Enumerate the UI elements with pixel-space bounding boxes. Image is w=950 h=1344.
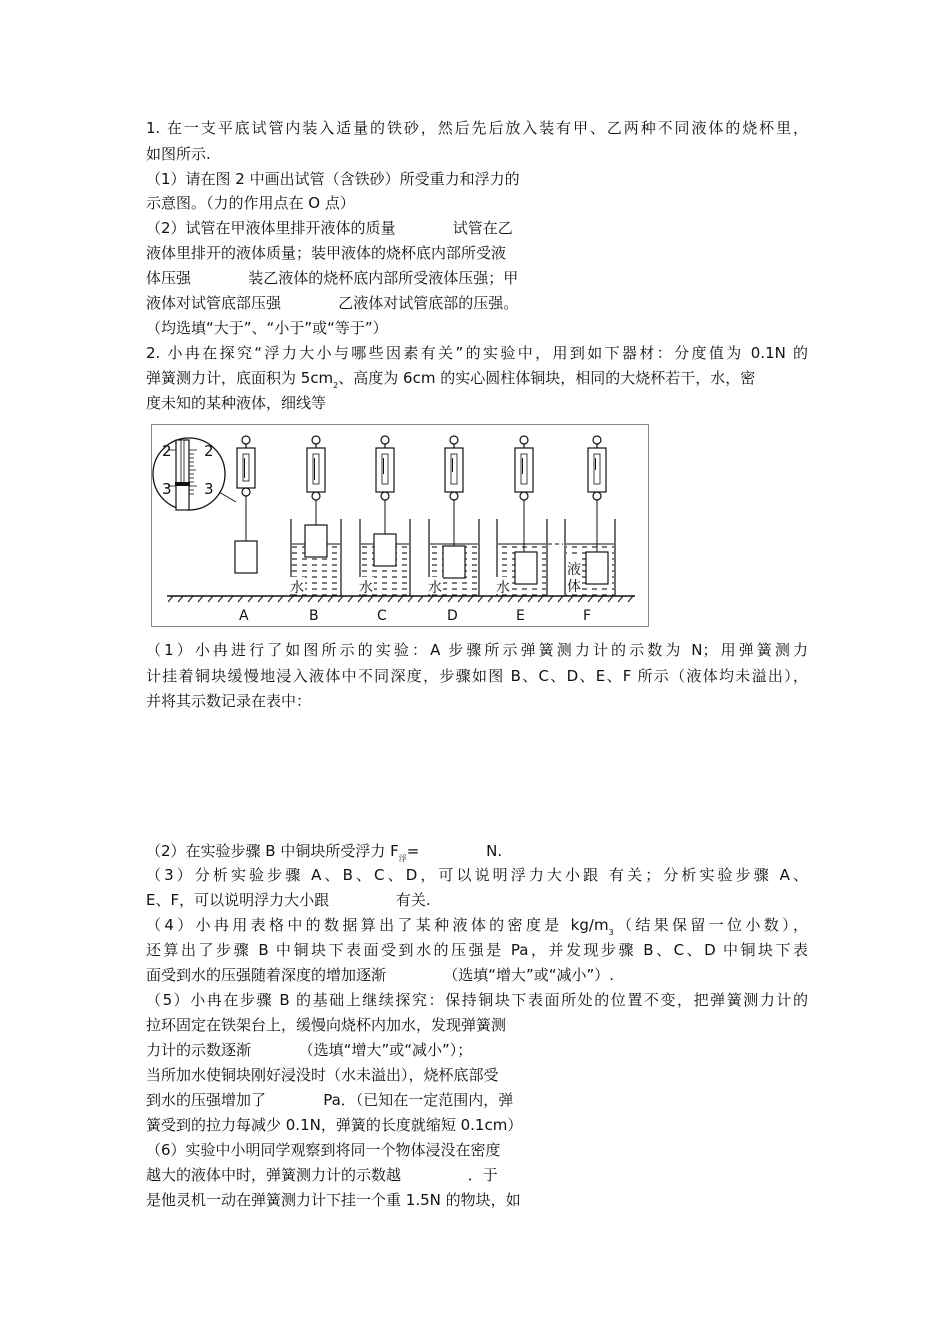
q2-part5-line3: 力计的示数逐渐 （选填“增大”或“减小”）； xyxy=(146,1041,473,1059)
liquid-label-f-top: 液 xyxy=(567,562,581,578)
label-c: C xyxy=(377,608,387,624)
scale-bottom-left: 3 xyxy=(162,480,172,498)
q1-part2-line5: （均选填“大于”、“小于”或“等于”） xyxy=(146,319,388,337)
liquid-label-f-bottom: 体 xyxy=(567,579,581,595)
q2-part5-line1: （5）小冉在步骤 B 的基础上继续探究：保持铜块下表面所处的位置不变，把弹簧测力计的 xyxy=(146,991,808,1009)
scale-top-left: 2 xyxy=(162,442,172,460)
q2-part4-line3: 面受到水的压强随着深度的增加逐渐 （选填“增大”或“减小”）. xyxy=(146,966,615,984)
q2-part3-line2: E、F，可以说明浮力大小跟 有关. xyxy=(146,891,431,909)
liquid-label-b: 水 xyxy=(290,580,304,596)
q2-part4-line1: （4）小冉用表格中的数据算出了某种液体的密度是 $kg/m_3$（结果保留一位小数）， xyxy=(146,916,808,937)
q2-part1-line2: 计挂着铜块缓慢地浸入液体中不同深度，步骤如图 B、C、D、E、F 所示（液体均未溢出）， xyxy=(146,667,808,685)
q2-part5-line4: 当所加水使铜块刚好浸没时（水未溢出），烧杯底部受 xyxy=(146,1066,499,1084)
liquid-label-e: 水 xyxy=(496,580,510,596)
q2-part5-line6: 簧受到的拉力每减少 0.1N，弹簧的长度就缩短 0.1cm） xyxy=(146,1116,523,1134)
liquid-label-d: 水 xyxy=(428,580,442,596)
q2-part1-line3: 并将其示数记录在表中： xyxy=(146,692,312,710)
label-f: F xyxy=(583,608,592,624)
q2-part5-line2: 拉环固定在铁架台上，缓慢向烧杯内加水，发现弹簧测 xyxy=(146,1016,507,1034)
q2-part6-line1: （6）实验中小明同学观察到将同一个物体浸没在密度 xyxy=(146,1141,501,1159)
q2-part3-line1: （3）分析实验步骤 A、B、C、D，可以说明浮力大小跟 有关；分析实验步骤 A、 xyxy=(146,866,808,884)
q2-intro-line2: 弹簧测力计，底面积为 $5cm_2$、高度为 6cm 的实心圆柱体铜块，相同的大烧杯若干，水，密 xyxy=(146,369,756,390)
q2-part6-line2: 越大的液体中时，弹簧测力计的示数越 ．于 xyxy=(146,1166,498,1184)
liquid-label-c: 水 xyxy=(359,580,373,596)
q2-part5-line5: 到水的压强增加了 Pa．（已知在一定范围内，弹 xyxy=(146,1091,514,1109)
q2-intro-line3: 度未知的某种液体，细线等 xyxy=(146,394,327,412)
q1-part1-line1: （1）请在图 2 中画出试管（含铁砂）所受重力和浮力的 xyxy=(146,170,520,188)
scale-top-right: 2 xyxy=(204,442,214,460)
q1-line2: 如图所示. xyxy=(146,145,211,163)
q1-part1-line2: 示意图。（力的作用点在 O 点） xyxy=(146,194,355,212)
q1-part2-line4: 液体对试管底部压强 乙液体对试管底部的压强。 xyxy=(146,294,519,312)
q2-intro-line1: 2. 小冉在探究“浮力大小与哪些因素有关”的实验中，用到如下器材：分度值为 0.1N 的 xyxy=(146,344,808,362)
experiment-figure xyxy=(151,424,650,628)
q1-part2-line3: 体压强 装乙液体的烧杯底内部所受液体压强；甲 xyxy=(146,269,519,287)
q2-part1-line1: （1）小冉进行了如图所示的实验：A 步骤所示弹簧测力计的示数为 N；用弹簧测力 xyxy=(146,641,808,659)
label-d: D xyxy=(447,608,458,624)
q1-part2-line1: （2）试管在甲液体里排开液体的质量 试管在乙 xyxy=(146,219,513,237)
q2-part2: （2）在实验步骤 B 中铜块所受浮力 $F_浮=$ N. xyxy=(146,842,503,863)
label-a: A xyxy=(239,608,249,624)
q2-part4-line2: 还算出了步骤 B 中铜块下表面受到水的压强是 Pa，并发现步骤 B、C、D 中铜块下表 xyxy=(146,941,808,959)
label-e: E xyxy=(516,608,525,624)
scale-bottom-right: 3 xyxy=(204,480,214,498)
q2-part6-line3: 是他灵机一动在弹簧测力计下挂一个重 1.5N 的物块，如 xyxy=(146,1191,521,1209)
q1-part2-line2: 液体里排开的液体质量；装甲液体的烧杯底内部所受液 xyxy=(146,244,507,262)
q1-line1: 1. 在一支平底试管内装入适量的铁砂，然后先后放入装有甲、乙两种不同液体的烧杯里， xyxy=(146,119,808,137)
label-b: B xyxy=(309,608,319,624)
